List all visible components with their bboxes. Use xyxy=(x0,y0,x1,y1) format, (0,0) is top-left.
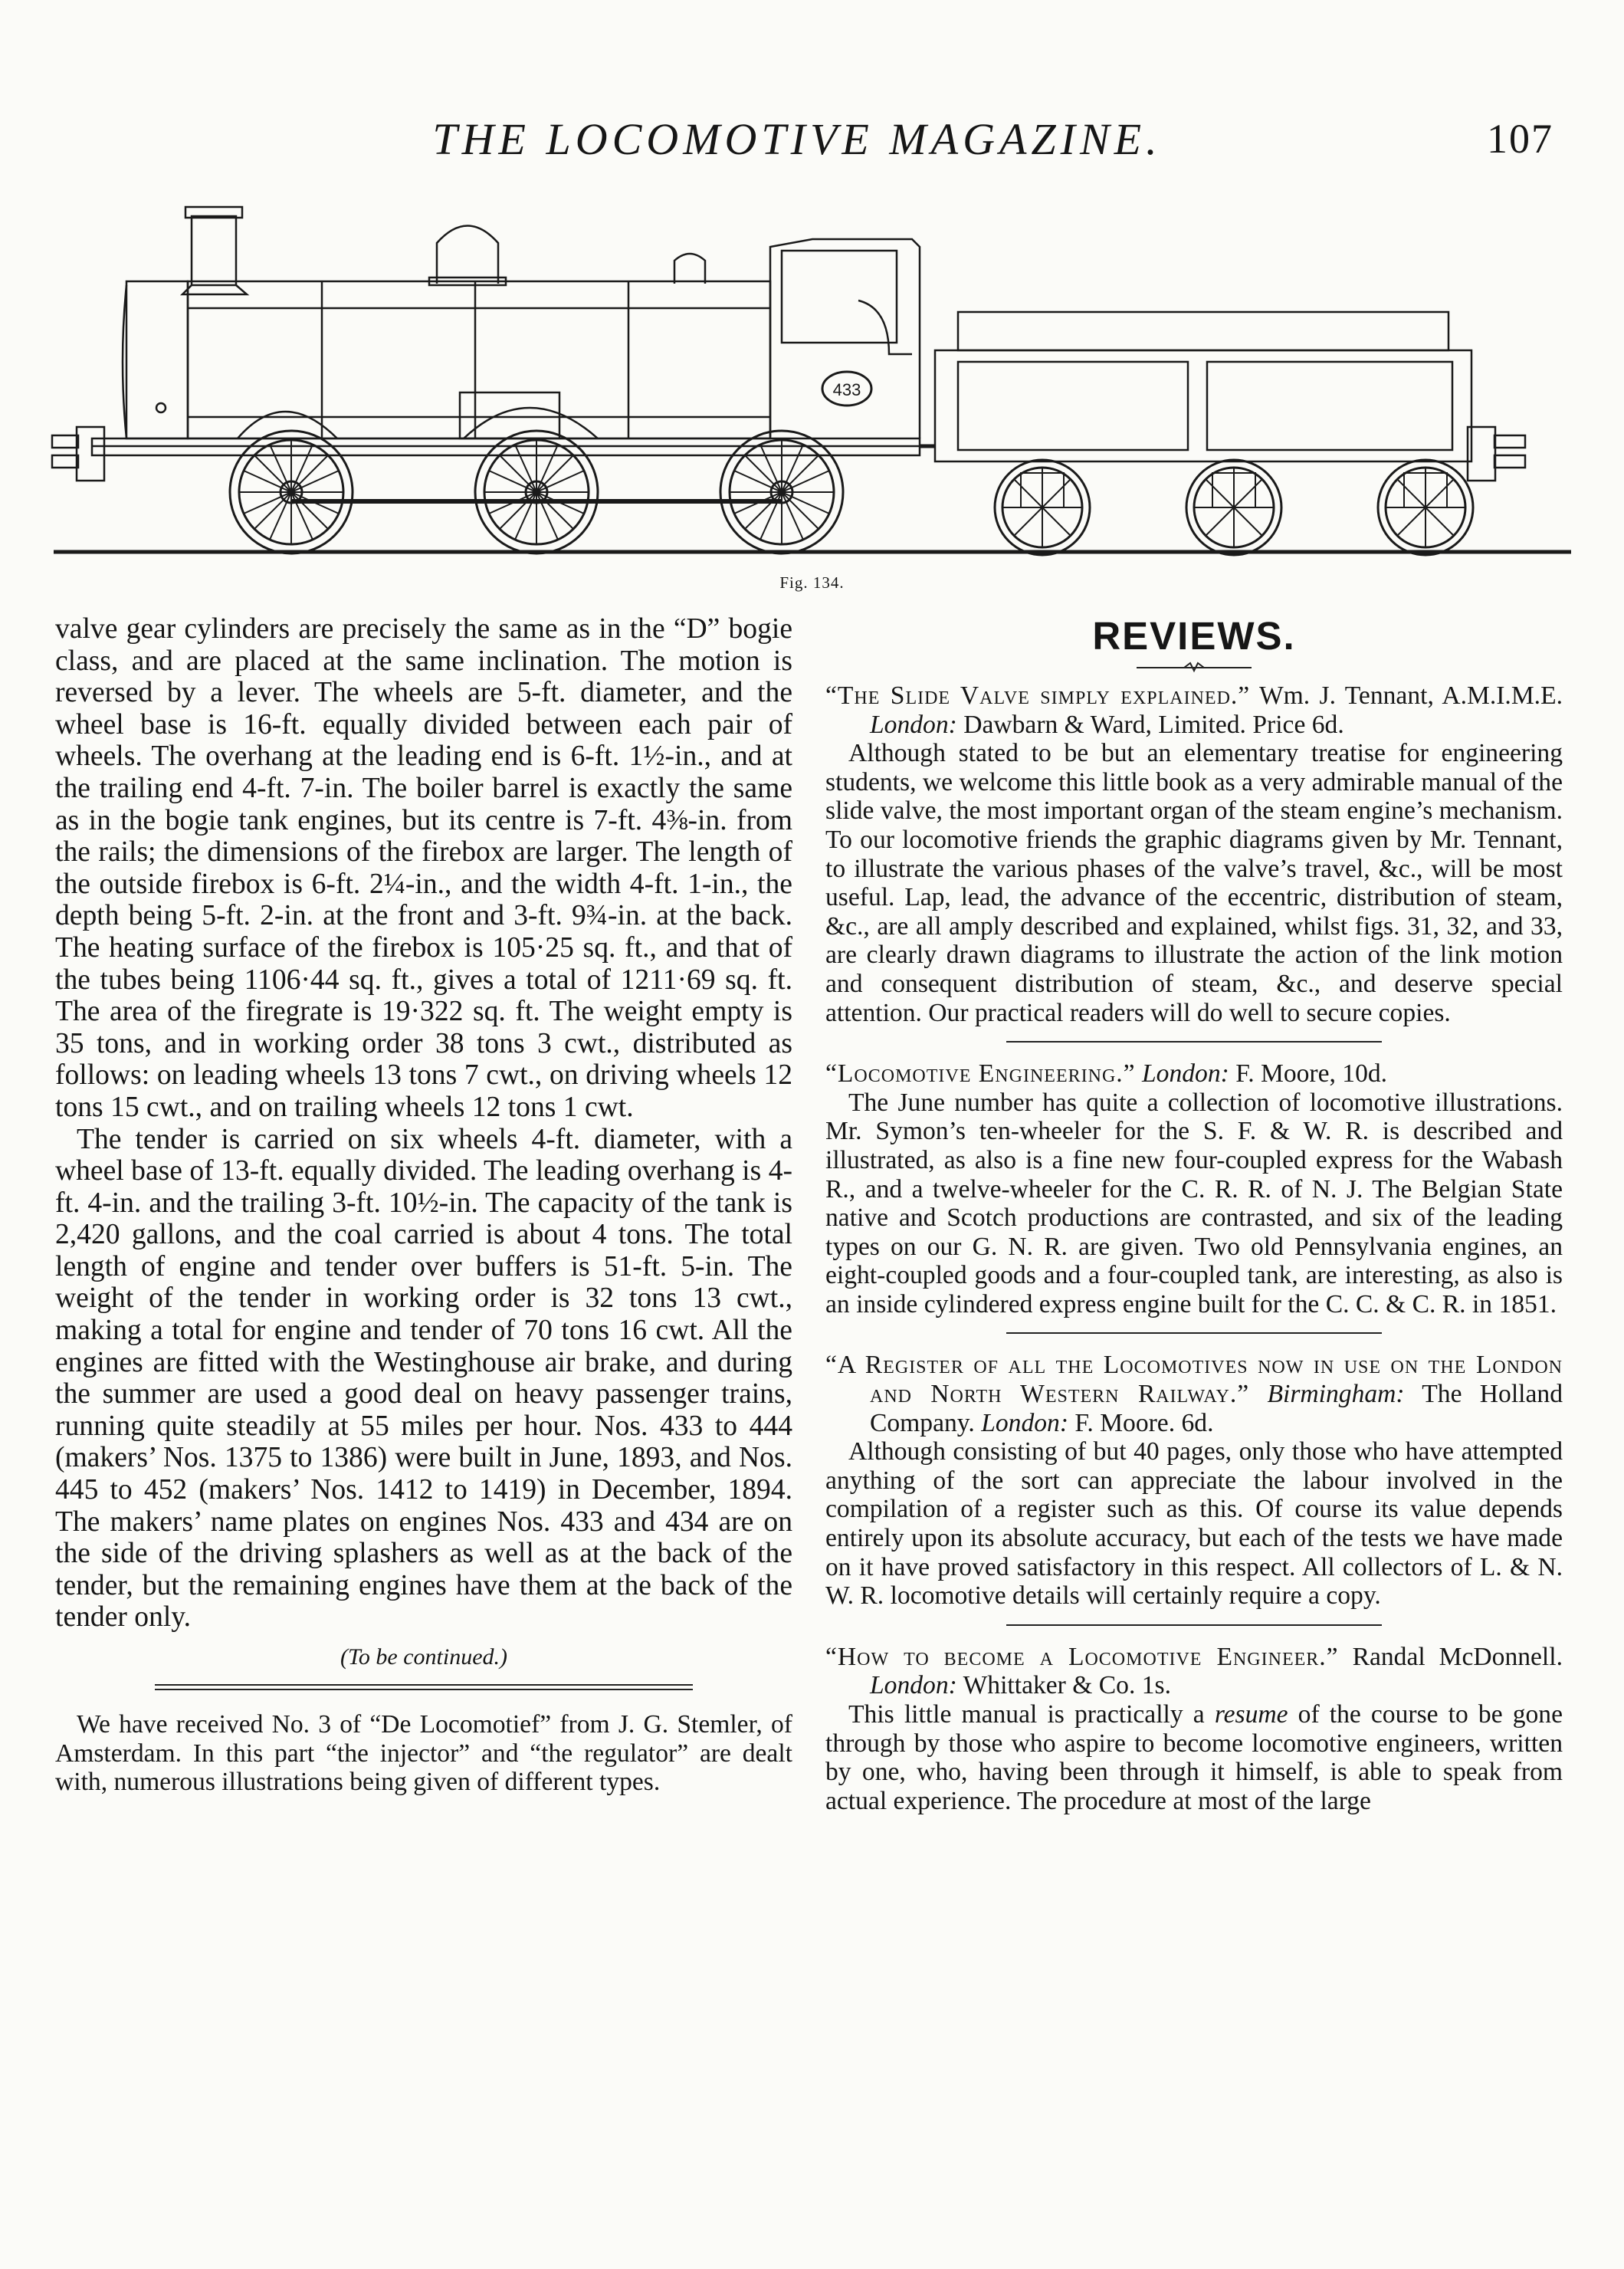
review-publisher: Whittaker & Co. 1s. xyxy=(963,1671,1171,1700)
article-paragraph: valve gear cylinders are precisely the same as in the “D” bogie class, and are placed at the same inclination. The motion is reversed by a lever. The wheels are 5-ft. diameter, and the wheel base is 16-ft. equally divided between each pair of wheels. The overhang at the leading end is 6-ft. 1½-in., and at the trailing end 4-ft. 7-in. The boiler barrel is exactly the same as in the bogie tank engines, but its centre is 7-ft. 4⅜-in. from the rails; the dimensions of the firebox are larger. The length of the outside firebox is 6-ft. 2¼-in., and the width 4-ft. 1-in., the depth being 5-ft. 2-in. at the front and 3-ft. 9¾-in. at the back. The heating surface of the firebox is 105·25 sq. ft., and that of the tubes being 1106·44 sq. ft., gives a total of 1211·69 sq. ft. The area of the firegrate is 19·322 sq. ft. The weight empty is 35 tons, and in working order 38 tons 3 cwt., distributed as follows: on leading wheels 13 tons 7 cwt., on driving wheels 12 tons 15 cwt., and on trailing wheels 12 tons 1 cwt. xyxy=(55,613,792,1123)
review-publisher-2: F. Moore. 6d. xyxy=(1074,1408,1214,1437)
review-register-lnwr xyxy=(825,1351,1563,1610)
review-divider xyxy=(1006,1624,1382,1626)
review-citation xyxy=(825,1643,1563,1700)
review-publisher: The Holland Company. xyxy=(870,1380,1563,1437)
ornament-divider xyxy=(1137,662,1252,674)
review-how-to-become xyxy=(825,1643,1563,1816)
review-place: London: xyxy=(1142,1059,1229,1089)
review-text-start: This little manual is practically a xyxy=(848,1700,1205,1729)
reviews-heading: REVIEWS. xyxy=(1092,614,1296,658)
review-text: The June number has quite a collection of locomotive illustrations. Mr. Symon’s ten-wheeler for the S. F. & W. R. is described and illustrated, as also is a fine new four-coupled express for the Wabash R., and a twelve-wheeler for the C. R. R. of N. J. The Belgian State native and Scotch productions are contrasted, and six of the leading types on our G. N. R. are given. Two old Pennsylvania engines, an eight-coupled goods and a four-coupled tank, are interesting, as also is an inside cylindered express engine built for the C. C. & C. R. in 1851. xyxy=(825,1088,1563,1318)
magazine-title: THE LOCOMOTIVE MAGAZINE. xyxy=(432,114,1162,164)
review-title: “A Register of all the Locomotives now in use on the London and North Western Railway.” xyxy=(825,1351,1563,1409)
section-divider xyxy=(155,1684,693,1690)
left-column xyxy=(55,613,792,1797)
review-citation xyxy=(825,1059,1563,1089)
to-be-continued: (To be continued.) xyxy=(340,1644,508,1670)
review-title: “Locomotive Engineering.” xyxy=(825,1059,1136,1089)
article-paragraph: The tender is carried on six wheels 4-ft. diameter, with a wheel base of 13-ft. equally divided. The leading overhang is 4-ft. 4-in. and the trailing 3-ft. 10½-in. The capacity of the tank is 2,420 gallons, and the coal carried is about 4 tons. The total length of engine and tender over buffers is 51-ft. 5-in. The weight of the tender in working order is 32 tons 13 cwt., making a total for engine and tender of 70 tons 16 cwt. All the engines are fitted with the Westinghouse air brake, and during the summer are used a good deal on heavy passenger trains, running quite steadily at 55 miles per hour. Nos. 433 to 444 (makers’ Nos. 1375 to 1386) were built in June, 1893, and Nos. 445 to 452 (makers’ Nos. 1412 to 1419) in December, 1894. The makers’ name plates on engines Nos. 433 and 434 are on the side of the driving splashers as well as at the back of the tender, but the remaining engines have them at the back of the tender only. xyxy=(55,1123,792,1634)
notice-text: We have received No. 3 of “De Locomotief” from J. G. Stemler, of Amsterdam. In this part “the injector” and “the regulator” are dealt with, numerous illustrations being given of different types. xyxy=(55,1710,792,1796)
review-place-2: London: xyxy=(981,1408,1069,1437)
review-text-italic: resume xyxy=(1214,1700,1288,1729)
review-place: London: xyxy=(870,1671,957,1700)
notice-paragraph xyxy=(55,1710,792,1797)
review-author: Randal McDonnell. xyxy=(1352,1642,1563,1671)
review-place: London: xyxy=(870,710,957,739)
reviews-column xyxy=(825,613,1563,1815)
review-text xyxy=(825,1700,1563,1815)
locomotive-illustration xyxy=(46,170,1579,569)
review-citation xyxy=(825,1351,1563,1437)
review-author: Wm. J. Tennant, A.M.I.M.E. xyxy=(1258,681,1563,710)
number-plate-text: 433 xyxy=(832,380,861,399)
review-slide-valve xyxy=(825,681,1563,1027)
review-citation xyxy=(825,681,1563,739)
review-publisher: Dawbarn & Ward, Limited. Price 6d. xyxy=(963,710,1344,739)
review-divider xyxy=(1006,1332,1382,1334)
article-continuation xyxy=(55,613,792,1634)
review-place: Birmingham: xyxy=(1267,1380,1405,1409)
review-title: “The Slide Valve simply explained.” xyxy=(825,681,1251,710)
review-title: “How to become a Locomotive Engineer.” xyxy=(825,1642,1339,1671)
review-locomotive-engineering xyxy=(825,1059,1563,1318)
review-publisher: F. Moore, 10d. xyxy=(1235,1059,1388,1089)
page-header xyxy=(0,113,1624,167)
review-text-end: of the course to be gone through by those who aspire to become locomotive engineers, written by one, who, having been through it himself, is able to speak from actual experience. The procedure at most of the large xyxy=(825,1700,1563,1815)
review-text: Although stated to be but an elementary treatise for engineering students, we welcome this little book as a very admirable manual of the slide valve, the most important organ of the steam engine’s mechanism. To our locomotive friends the graphic diagrams given by Mr. Tennant, to illustrate the various phases of the valve’s travel, &c., will be most useful. Lap, lead, the advance of the eccentric, distribution of steam, &c., are all amply described and explained, whilst figs. 31, 32, and 33, are clearly drawn diagrams to illustrate the action of the link motion and consequent distribution of steam, &c., and deserve special attention. Our practical readers will do well to secure copies. xyxy=(825,739,1563,1027)
page-number: 107 xyxy=(1487,116,1553,162)
figure-caption: Fig. 134. xyxy=(779,573,845,592)
review-divider xyxy=(1006,1041,1382,1043)
review-text: Although consisting of but 40 pages, only those who have attempted anything of the sort can appreciate the labour involved in the compilation of a register such as this. Of course its value depends entirely upon its absolute accuracy, but each of the tests we have made on it have proved satisfactory in this respect. All collectors of L. & N. W. R. locomotive details will certainly require a copy. xyxy=(825,1437,1563,1611)
